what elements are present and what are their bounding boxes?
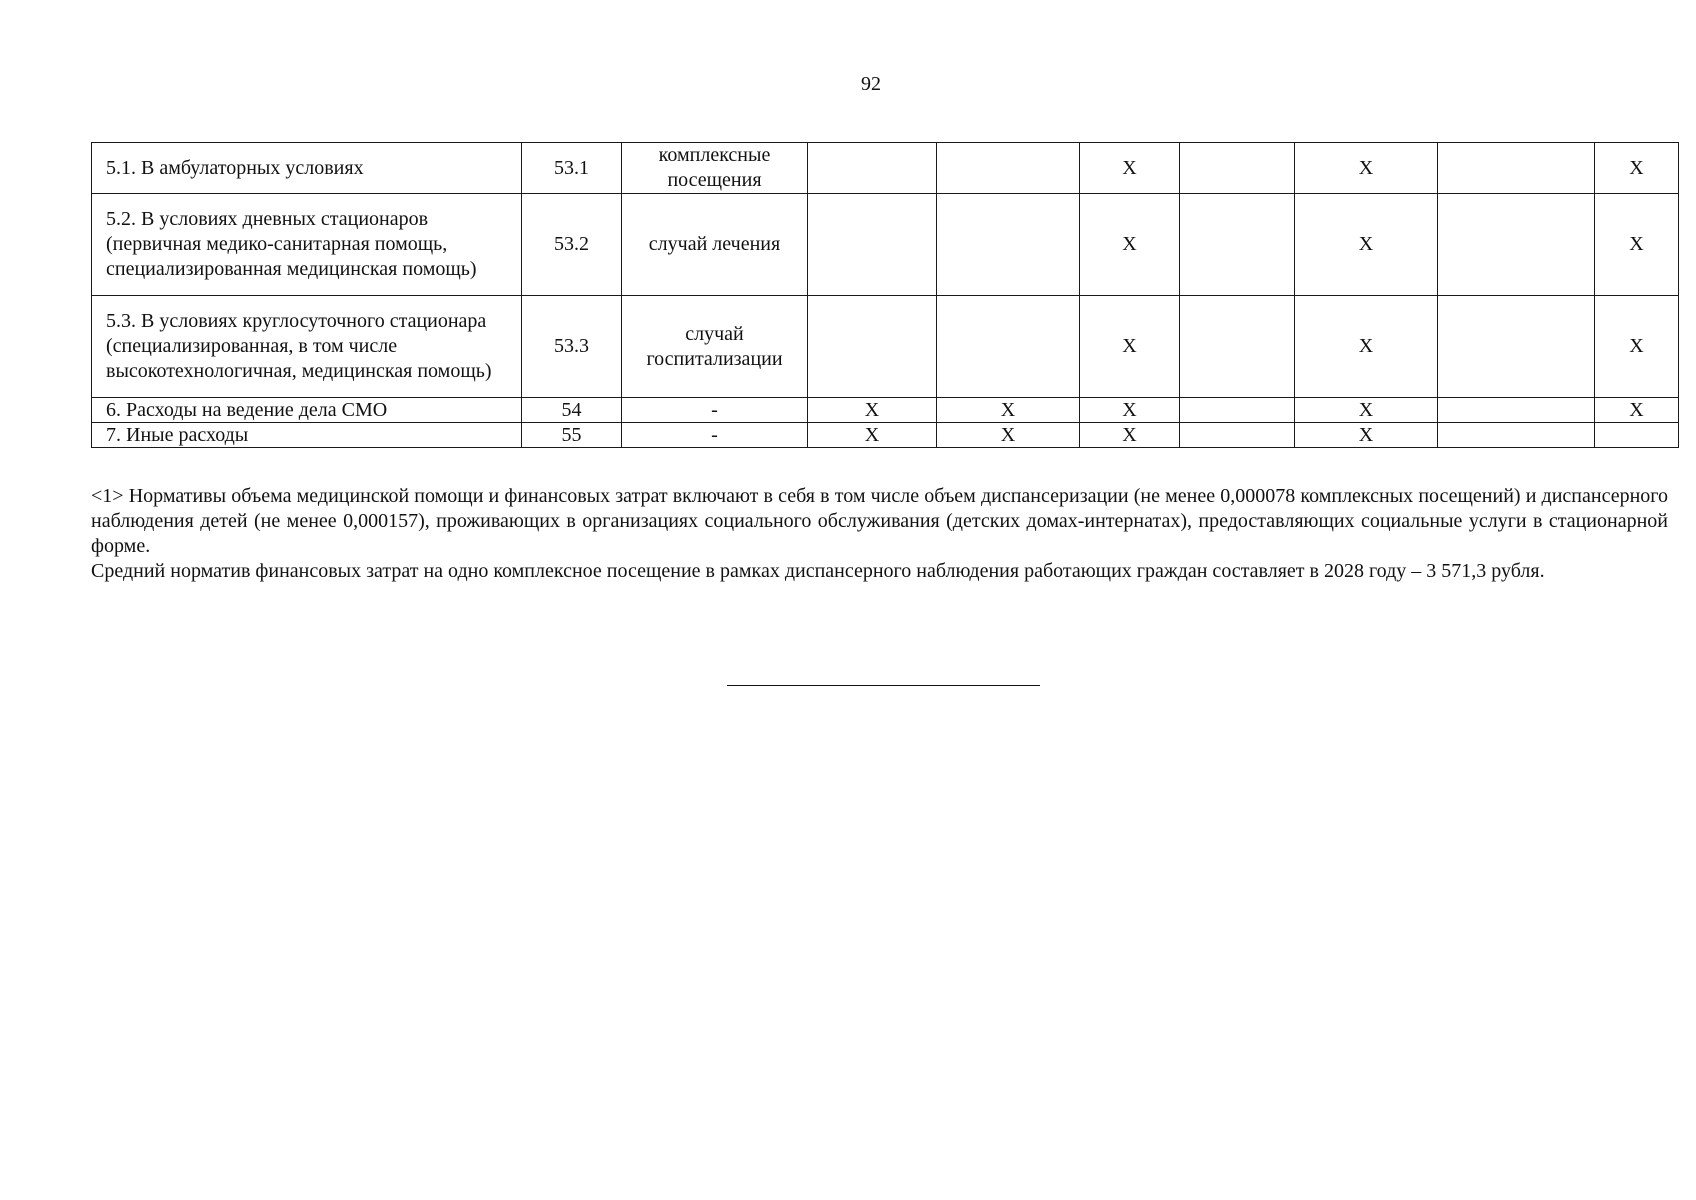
value-cell xyxy=(1438,398,1595,423)
value-cell: X xyxy=(1080,143,1180,194)
row-code-cell: 53.2 xyxy=(522,194,622,296)
value-cell: X xyxy=(1080,423,1180,448)
value-cell: X xyxy=(1295,143,1438,194)
value-cell xyxy=(1180,194,1295,296)
value-cell: X xyxy=(1080,398,1180,423)
value-cell xyxy=(1438,194,1595,296)
value-cell: X xyxy=(808,398,937,423)
value-cell: X xyxy=(1295,423,1438,448)
value-cell xyxy=(1438,143,1595,194)
row-code-cell: 53.3 xyxy=(522,296,622,398)
value-cell: X xyxy=(1295,296,1438,398)
row-unit-cell: случай госпитализации xyxy=(622,296,808,398)
row-code-cell: 54 xyxy=(522,398,622,423)
value-cell: X xyxy=(1295,398,1438,423)
value-cell: X xyxy=(937,423,1080,448)
value-cell xyxy=(808,296,937,398)
row-code-cell: 53.1 xyxy=(522,143,622,194)
value-cell xyxy=(1595,423,1679,448)
end-rule xyxy=(727,685,1040,686)
row-unit-cell: комплексные посещения xyxy=(622,143,808,194)
value-cell xyxy=(937,143,1080,194)
data-table xyxy=(91,142,1679,448)
value-cell: X xyxy=(1295,194,1438,296)
value-cell xyxy=(1438,423,1595,448)
row-name-cell: 6. Расходы на ведение дела СМО xyxy=(92,398,522,423)
row-name-cell: 5.3. В условиях круглосуточного стационара (специализированная, в том числе высокотехнологичная, медицинская помощь) xyxy=(92,296,522,398)
value-cell xyxy=(937,296,1080,398)
table-row xyxy=(92,194,1679,296)
value-cell xyxy=(1180,423,1295,448)
value-cell: X xyxy=(1080,194,1180,296)
value-cell xyxy=(1180,398,1295,423)
footnote-paragraph: Средний норматив финансовых затрат на одно комплексное посещение в рамках диспансерного наблюдения работающих граждан составляет в 2028 году – 3 571,3 рубля. xyxy=(91,560,1545,582)
footnote-paragraph: <1> Нормативы объема медицинской помощи и финансовых затрат включают в себя в том числе объем диспансеризации (не менее 0,000078 комплексных посещений) и диспансерного наблюдения детей (не менее 0,000157), проживающих в организациях социального обслуживания (детских домах-интернатах), предоставляющих социальные услуги в стационарной форме. xyxy=(91,485,1668,557)
value-cell: X xyxy=(1595,398,1679,423)
value-cell xyxy=(1438,296,1595,398)
table-row xyxy=(92,398,1679,423)
value-cell: X xyxy=(937,398,1080,423)
page-number: 92 xyxy=(861,73,881,95)
row-unit-cell: - xyxy=(622,398,808,423)
table-row xyxy=(92,143,1679,194)
table-row xyxy=(92,296,1679,398)
row-unit-cell: случай лечения xyxy=(622,194,808,296)
value-cell xyxy=(937,194,1080,296)
row-unit-cell: - xyxy=(622,423,808,448)
value-cell: X xyxy=(1595,296,1679,398)
value-cell: X xyxy=(1595,194,1679,296)
footnotes xyxy=(91,484,1668,584)
row-name-cell: 5.1. В амбулаторных условиях xyxy=(92,143,522,194)
row-name-cell: 5.2. В условиях дневных стационаров (первичная медико-санитарная помощь, специализированная медицинская помощь) xyxy=(92,194,522,296)
row-name-cell: 7. Иные расходы xyxy=(92,423,522,448)
value-cell xyxy=(1180,296,1295,398)
value-cell xyxy=(1180,143,1295,194)
value-cell xyxy=(808,194,937,296)
value-cell: X xyxy=(1595,143,1679,194)
value-cell: X xyxy=(1080,296,1180,398)
value-cell: X xyxy=(808,423,937,448)
row-code-cell: 55 xyxy=(522,423,622,448)
table-row xyxy=(92,423,1679,448)
value-cell xyxy=(808,143,937,194)
